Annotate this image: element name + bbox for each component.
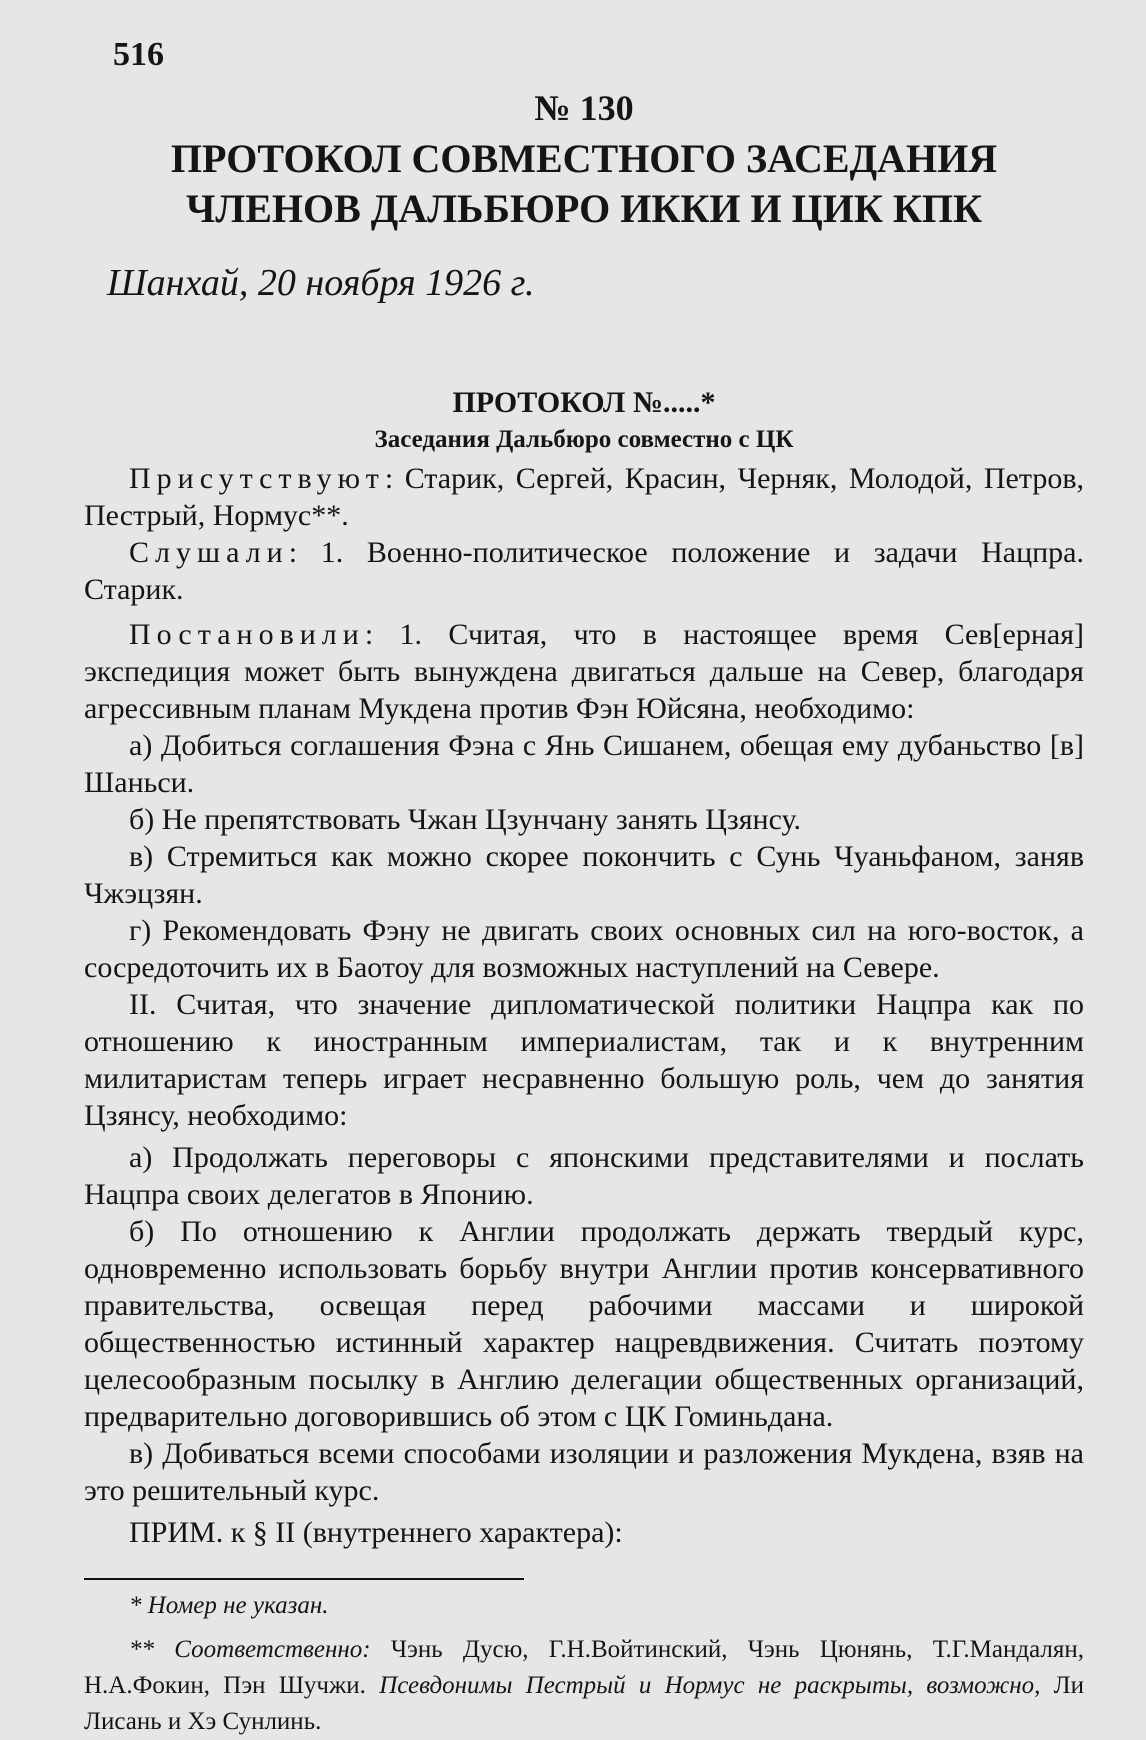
section-two-intro: II. Считая, что значение дипломатической политики Нацпра как по отношению к иностранным империалистам, так и к внутренним милитаристам теперь играет несравненно большую роль, чем до занятия Цзянсу, необходимо: xyxy=(84,988,1084,1132)
footnote-one: * Номер не указан. xyxy=(129,1592,329,1619)
footnote-two-end: Ли Лисань и Хэ Сунлинь. xyxy=(84,1672,1085,1735)
protocol-heading: ПРОТОКОЛ №.....* xyxy=(452,386,716,419)
page-content xyxy=(84,36,1084,1740)
resolution-item-g: г) Рекомендовать Фэну не двигать своих основных сил на юго-восток, а сосредоточить их в Баотоу для возможных наступлений на Севере. xyxy=(84,914,1084,984)
document-number: № 130 xyxy=(534,88,634,128)
present-label: Присутствуют xyxy=(129,462,385,495)
place-date: Шанхай, 20 ноября 1926 г. xyxy=(107,262,535,304)
heard-paragraph xyxy=(84,534,1084,608)
section-two-item-v: в) Добиваться всеми способами изоляции и разложения Мукдена, взяв на это решительный курс. xyxy=(84,1437,1084,1507)
footnote-two-italic: Псевдонимы Пестрый и Нормус не раскрыты, возможно, xyxy=(379,1672,1041,1699)
footnote-two xyxy=(84,1632,1084,1740)
section-two-item-b: б) По отношению к Англии продолжать держать твердый курс, одновременно использовать борьбу внутри Англии против консервативного правительства, освещая перед рабочими массами и широкой общественностью истинный характер нацревдвижения. Считать поэтому целесообразным посылку в Англию делегации общественных организаций, предварительно договорившись об этом с ЦК Гоминьдана. xyxy=(84,1215,1084,1433)
resolution-item-b: б) Не препятствовать Чжан Цзунчану занять Цзянсу. xyxy=(129,803,802,836)
protocol-subtitle: Заседания Дальбюро совместно с ЦК xyxy=(374,426,794,453)
heard-label: Слушали xyxy=(129,536,289,569)
page-number: 516 xyxy=(113,36,164,73)
resolution-item-a: а) Добиться соглашения Фэна с Янь Сишанем, обещая ему дубаньство [в] Шаньси. xyxy=(84,729,1084,799)
present-text: : Старик, Сергей, Красин, Черняк, Молодой, Петров, Пестрый, Нормус**. xyxy=(84,462,1084,532)
section-two-item-a: а) Продолжать переговоры с японскими представителями и послать Нацпра своих делегатов в Японию. xyxy=(84,1141,1084,1211)
footnote-two-prefix: ** Соответственно: xyxy=(129,1636,371,1663)
present-paragraph xyxy=(84,460,1084,534)
resolved-paragraph xyxy=(84,616,1084,727)
heard-text: : 1. Военно-политическое положение и задачи Нацпра. Старик. xyxy=(84,536,1084,606)
document-title-line-1: ПРОТОКОЛ СОВМЕСТНОГО ЗАСЕДАНИЯ xyxy=(170,136,998,181)
resolved-text: : 1. Считая, что в настоящее время Сев[ерная] экспедиция может быть вынуждена двигаться дальше на Север, благодаря агрессивным планам Мукдена против Фэн Юйсяна, необходимо: xyxy=(84,618,1084,725)
footnote-two-names: Чэнь Дусю, Г.Н.Войтинский, Чэнь Цюнянь, Т.Г.Мандалян, Н.А.Фокин, Пэн Шучжи. xyxy=(84,1636,1084,1699)
document-title-line-2: ЧЛЕНОВ ДАЛЬБЮРО ИККИ И ЦИК КПК xyxy=(186,186,982,231)
section-note: ПРИМ. к § II (внутреннего характера): xyxy=(129,1516,623,1549)
resolution-item-v: в) Стремиться как можно скорее покончить с Сунь Чуаньфаном, заняв Чжэцзян. xyxy=(84,840,1084,910)
resolved-label: Постановили xyxy=(129,618,365,651)
footnote-divider xyxy=(84,1578,524,1580)
